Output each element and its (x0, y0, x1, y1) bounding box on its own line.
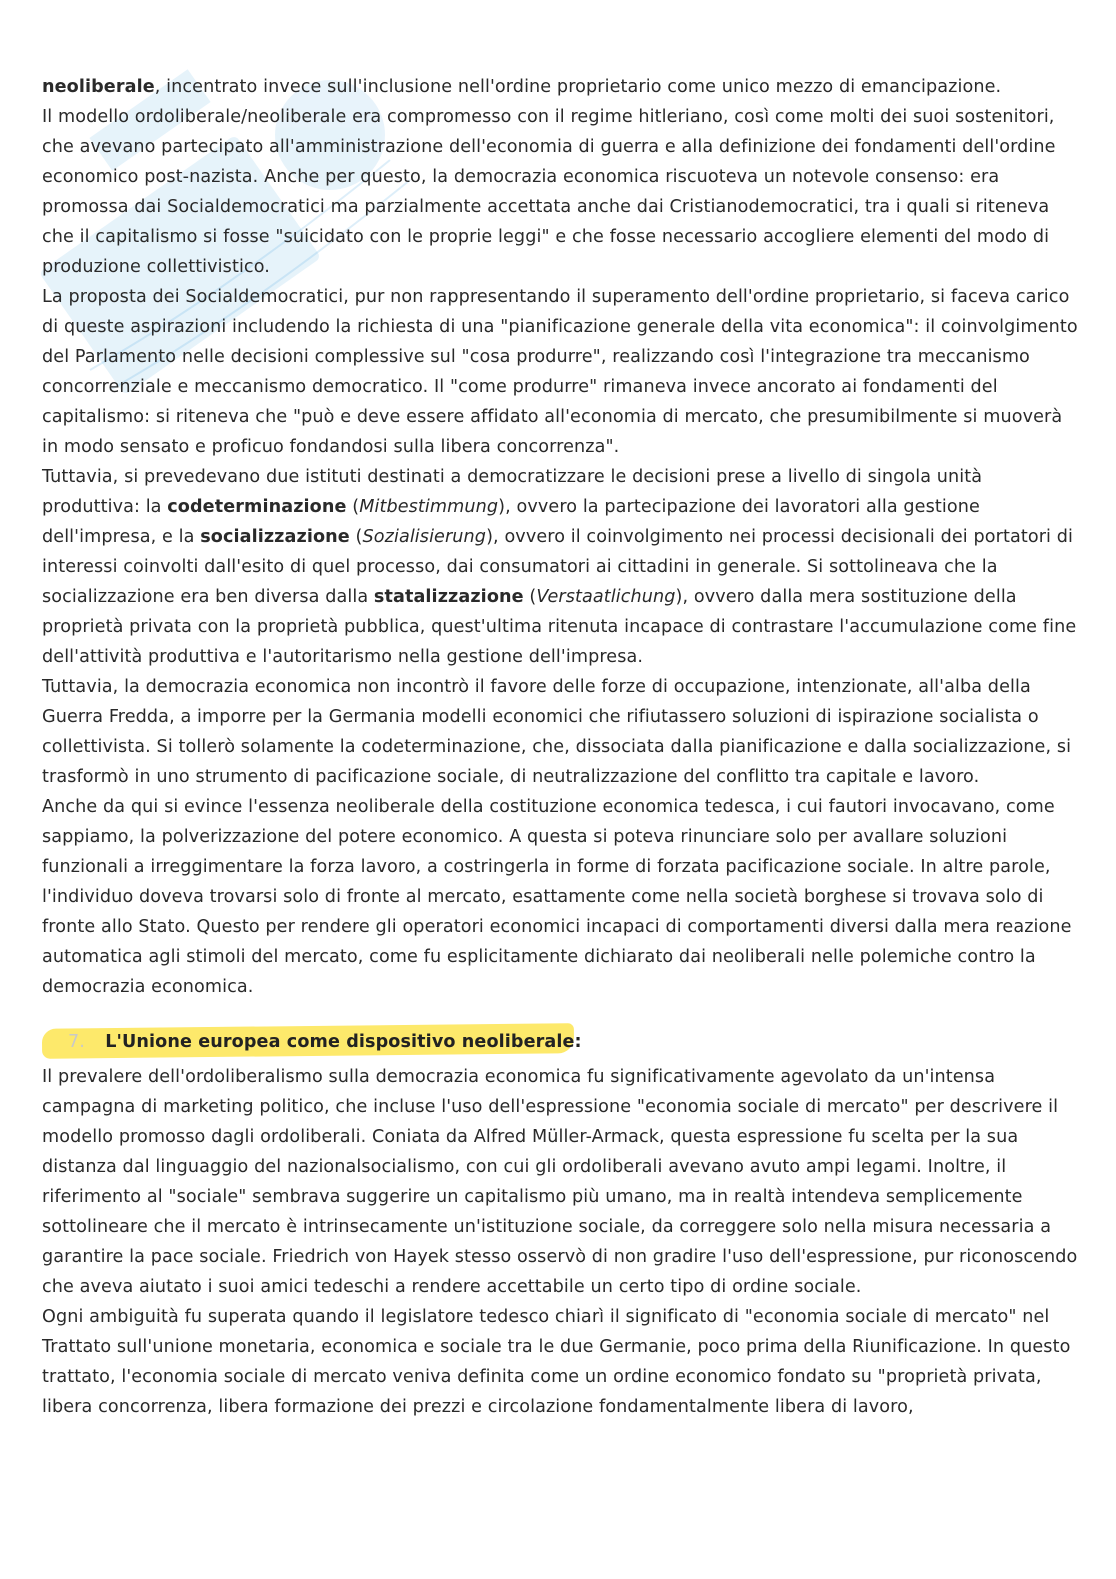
paragraph (42, 282, 1082, 462)
body-text (42, 72, 1082, 1422)
bold-term: socializzazione (200, 527, 350, 547)
paragraph (42, 102, 1082, 282)
section-heading (42, 1022, 1082, 1062)
text-run: ( (346, 497, 360, 517)
heading-title: L'Unione europea come dispositivo neoliberale: (105, 1032, 582, 1052)
text-run: ), ovvero la partecipazione dei lavoratori alla gestione dell'impresa, e la (42, 497, 980, 547)
text-run: Anche da qui si evince l'essenza neoliberale della costituzione economica tedesca, i cui fautori invocavano, come sappiamo, la polverizzazione del potere economico. A questa si poteva rinunciare solo per avallare soluzioni funzionali a irreggimentare la forza lavoro, a costringerla in forme di forzata pacificazione sociale. In altre parole, l'individuo doveva trovarsi solo di fronte al mercato, esattamente come nella società borghese si trovava solo di fronte allo Stato. Questo per rendere gli operatori economici incapaci di comportamenti diversi dalla mera reazione automatica agli stimoli del mercato, come fu esplicitamente dichiarato dai neoliberali nelle polemiche contro la democrazia economica. (42, 797, 1072, 997)
heading-number: 7. (68, 1032, 85, 1052)
paragraph (42, 1302, 1082, 1422)
paragraph (42, 1062, 1082, 1302)
paragraphs-before (42, 72, 1082, 1002)
bold-term: statalizzazione (373, 587, 524, 607)
paragraphs-after (42, 1062, 1082, 1422)
bold-term: neoliberale (42, 77, 155, 97)
text-run: Tuttavia, la democrazia economica non incontrò il favore delle forze di occupazione, intenzionate, all'alba della Guerra Fredda, a imporre per la Germania modelli economici che rifiutassero soluzioni di ispirazione socialista o collettivista. Si tollerò solamente la codeterminazione, che, dissociata dalla pianificazione e dalla socializzazione, si trasformò in uno strumento di pacificazione sociale, di neutralizzazione del conflitto tra capitale e lavoro. (42, 677, 1072, 787)
text-run: Il prevalere dell'ordoliberalismo sulla democrazia economica fu significativamente agevolato da un'intensa campagna di marketing politico, che incluse l'uso dell'espressione "economia sociale di mercato" per descrivere il modello promosso dagli ordoliberali. Coniata da Alfred Müller-Armack, questa espressione fu scelta per la sua distanza dal linguaggio del nazionalsocialismo, con cui gli ordoliberali avevano avuto ampi legami. Inoltre, il riferimento al "sociale" sembrava suggerire un capitalismo più umano, ma in realtà intendeva semplicemente sottolineare che il mercato è intrinsecamente un'istituzione sociale, da correggere solo nella misura necessaria a garantire la pace sociale. Friedrich von Hayek stesso osservò di non gradire l'uso dell'espressione, pur riconoscendo che aveva aiutato i suoi amici tedeschi a rendere accettabile un certo tipo di ordine sociale. (42, 1067, 1078, 1297)
text-run: ), ovvero dalla mera sostituzione della proprietà privata con la proprietà pubblica, quest'ultima ritenuta incapace di contrastare l'accumulazione come fine dell'attività produttiva e l'autoritarismo nella gestione dell'impresa. (42, 587, 1077, 667)
italic-term: Mitbestimmung (359, 497, 499, 517)
paragraph (42, 672, 1082, 792)
text-run: ( (523, 587, 537, 607)
paragraph (42, 72, 1082, 102)
text-run: Il modello ordoliberale/neoliberale era compromesso con il regime hitleriano, così come molti dei suoi sostenitori, che avevano partecipato all'amministrazione dell'economia di guerra e alla definizione dei fondamenti dell'ordine economico post-nazista. Anche per questo, la democrazia economica riscuoteva un notevole consenso: era promossa dai Socialdemocratici ma parzialmente accettata anche dai Cristianodemocratici, tra i quali si riteneva che il capitalismo si fosse "suicidato con le proprie leggi" e che fosse necessario accogliere elementi del modo di produzione collettivistico. (42, 107, 1056, 277)
text-run: ( (349, 527, 363, 547)
text-run: Tuttavia, si prevedevano due istituti destinati a democratizzare le decisioni prese a livello di singola unità produttiva: la (42, 467, 983, 517)
text-run: ), ovvero il coinvolgimento nei processi decisionali dei portatori di interessi coinvolti dall'esito di quel processo, dai consumatori ai cittadini in generale. Si sottolineava che la socializzazione era ben diversa dalla (42, 527, 1073, 607)
paragraph (42, 792, 1082, 1002)
text-run: La proposta dei Socialdemocratici, pur non rappresentando il superamento dell'ordine proprietario, si faceva carico di queste aspirazioni includendo la richiesta di una "pianificazione generale della vita economica": il coinvolgimento del Parlamento nelle decisioni complessive sul "cosa produrre", realizzando così l'integrazione tra meccanismo concorrenziale e meccanismo democratico. Il "come produrre" rimaneva invece ancorato ai fondamenti del capitalismo: si riteneva che "può e deve essere affidato all'economia di mercato, che presumibilmente si muoverà in modo sensato e proficuo fondandosi sulla libera concorrenza". (42, 287, 1078, 457)
italic-term: Sozialisierung (362, 527, 487, 547)
paragraph (42, 462, 1082, 672)
text-run: , incentrato invece sull'inclusione nell'ordine proprietario come unico mezzo di emancipazione. (154, 77, 1002, 97)
text-run: Ogni ambiguità fu superata quando il legislatore tedesco chiarì il significato di "economia sociale di mercato" nel Trattato sull'unione monetaria, economica e sociale tra le due Germanie, poco prima della Riunificazione. In questo trattato, l'economia sociale di mercato veniva definita come un ordine economico fondato su "proprietà privata, libera concorrenza, libera formazione dei prezzi e circolazione fondamentalmente libera di lavoro, (42, 1307, 1071, 1417)
bold-term: codeterminazione (167, 497, 347, 517)
italic-term: Verstaatlichung (536, 587, 676, 607)
